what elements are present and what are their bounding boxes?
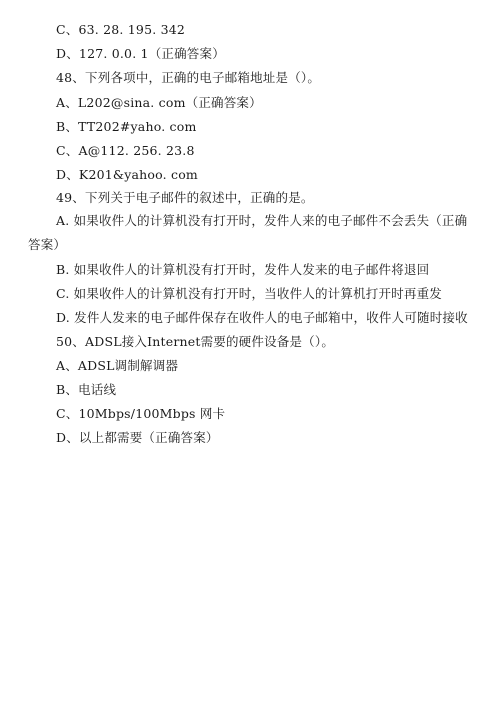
q48-question: 48、下列各项中，正确的电子邮箱地址是（）。 [56,70,321,85]
q48-option-a: A、L202@sina. com（正确答案） [56,95,262,110]
q48-option-b: B、TT202#yaho. com [56,119,197,134]
q50-question: 50、ADSL接入Internet需要的硬件设备是（）。 [56,334,335,349]
q47-option-d: D、127. 0.0. 1（正确答案） [56,46,225,61]
q48-option-c: C、A@112. 256. 23.8 [56,143,195,158]
q50-option-d: D、以上都需要（正确答案） [56,430,219,445]
q50-option-c: C、10Mbps/100Mbps 网卡 [56,406,226,421]
q47-option-c: C、63. 28. 195. 342 [56,22,186,37]
q50-option-a: A、ADSL调制解调器 [56,358,179,373]
q49-question: 49、下列关于电子邮件的叙述中，正确的是。 [56,190,314,205]
q49-option-a: A. 如果收件人的计算机没有打开时，发件人来的电子邮件不会丢失（正确答案） [28,213,468,252]
q49-option-b: B. 如果收件人的计算机没有打开时，发件人发来的电子邮件将退回 [56,262,430,277]
q50-option-b: B、电话线 [56,382,117,397]
q49-option-c: C. 如果收件人的计算机没有打开时，当收件人的计算机打开时再重发 [56,286,442,301]
q49-option-d: D. 发件人发来的电子邮件保存在收件人的电子邮箱中，收件人可随时接收 [56,310,468,325]
q48-option-d: D、K201&yahoo. com [56,167,198,182]
